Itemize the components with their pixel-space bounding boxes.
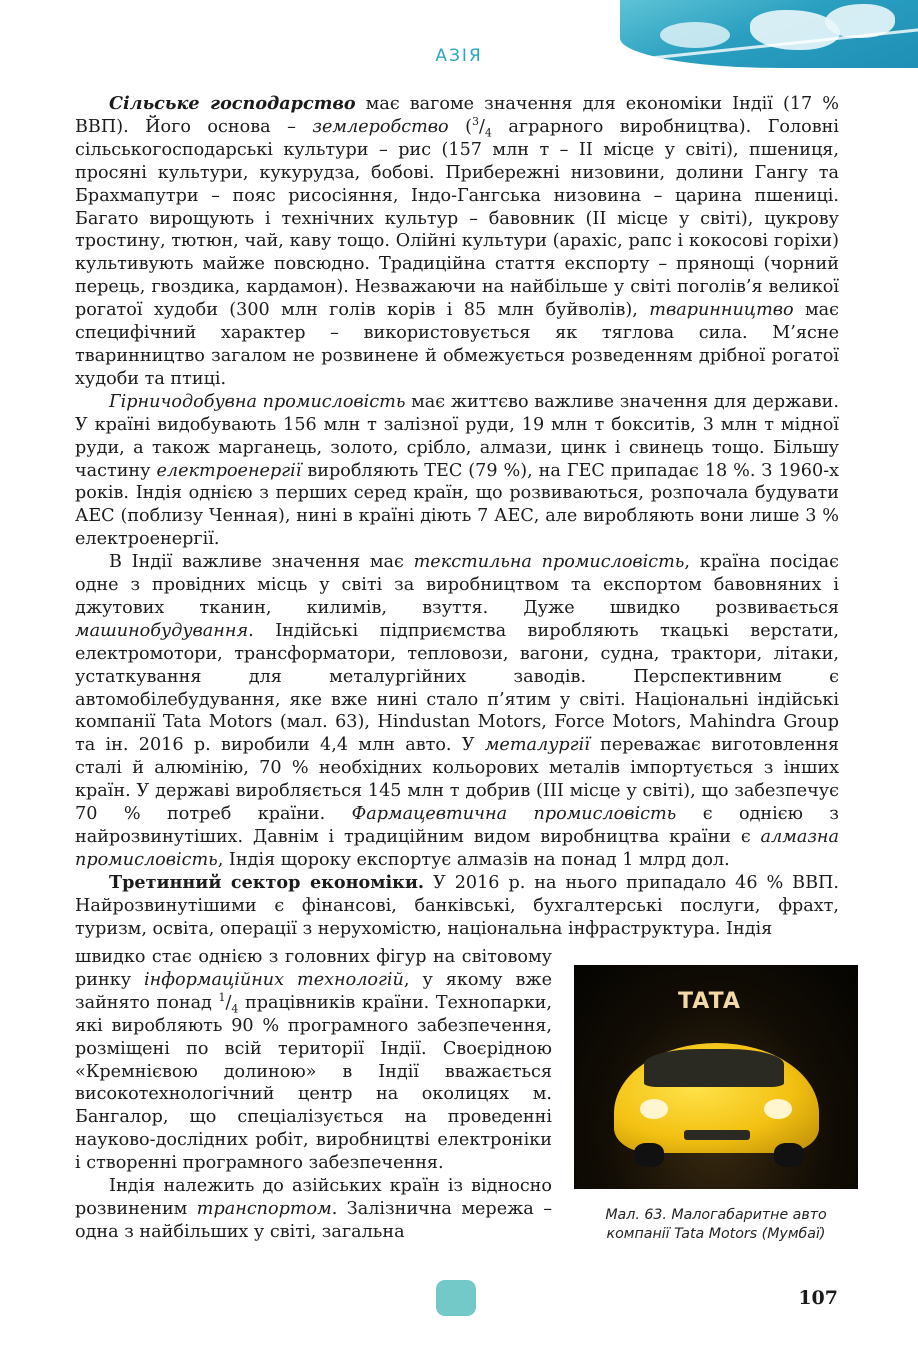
- wheel: [634, 1143, 664, 1167]
- paragraph-transport: [75, 1175, 552, 1244]
- tata-car-photo: [574, 965, 858, 1189]
- term-agriculture: Сільське господарство: [109, 93, 356, 114]
- fraction-denominator: 4: [231, 1002, 239, 1016]
- paragraph-industry: [75, 551, 839, 872]
- paragraph-agriculture: Сільське господарство має вагоме значення для економіки Індії (17 % ВВП). Його основа – землеробство ($^3/_4$ аграрного виробництва). Головні сільськогосподарські культури – рис (157 млн т – II місце у світі), пшениця, просяні культури, кукурудза, бобові. Прибережні низовини, долини Гангу та Брахмапутри – пояс рисосіяння, Індо-Гангська низовина – царина пшениці. Багато вирощують і технічних культур – бавовник (II місце у світі), цукрову тростину, тютюн, чай, каву тощо. Олійні культури (арахіс, рапс і кокосові горіхи) культивують майже повсюдно. Традиційна стаття експорту – прянощі (чорний перець, гвоздика, кардамон). Незважаючи на найбільше у світі поголів’я великої рогатої худоби (300 млн голів корів і 85 млн буйволів), тваринництво має специфічний характер – використовується як тяглова сила. М’ясне тваринництво загалом не розвинене й обмежується розведенням дрібної рогатої худоби та птиці.: [75, 93, 840, 389]
- caption-line: компанії Tata Motors (Мумбаї): [606, 1226, 826, 1242]
- term-metallurgy: металургії: [484, 735, 590, 756]
- term-machinery: машинобудування: [75, 620, 249, 641]
- term-livestock: тваринництво: [649, 300, 794, 321]
- windshield: [644, 1049, 784, 1087]
- headlight: [640, 1099, 668, 1119]
- text-run: має специфічний характер – використовується як тяглова сила. М’ясне тваринництво загалом не розвинене й обмежується розведенням дрібної рогатої худоби та птиці.: [75, 300, 840, 389]
- page-tab-marker: [436, 1280, 476, 1316]
- figure-caption: [572, 1206, 860, 1244]
- text-run: У 2016 р. на нього припадало 46 % ВВП. Найрозвинутішими є фінансові, банківські, бухгалтерські послуги, фрахт, туризм, освіта, операції з нерухомістю, національна інфраструктура. Індія: [75, 872, 839, 939]
- tata-logo: TATA: [678, 989, 741, 1014]
- section-header: АЗІЯ: [435, 46, 483, 66]
- text-run: Індія належить до азійських країн із відносно розвиненим: [75, 1176, 552, 1219]
- text-run: швидко стає однією з головних фігур на світовому ринку: [75, 947, 552, 990]
- caption-line: Мал. 63. Малогабаритне авто: [605, 1207, 827, 1223]
- text-run: працівників країни. Технопарки, які виробляють 90 % програмного забезпечення, розміщені по всій території Індії. Своєрідною «Кремнієвою долиною» в Індії вважається високотехнологічний центр на околицях м. Бангалор, що спеціалізується на проведенні науково-дослідних робіт, виробництві електроніки і створенні програмного забезпечення.: [75, 992, 553, 1174]
- text-run: , у якому вже зайнято понад: [75, 969, 552, 1013]
- wheel: [774, 1143, 804, 1167]
- term-transport: транспортом: [196, 1198, 332, 1219]
- term-farming: землеробство: [312, 116, 449, 137]
- term-tertiary: Третинний сектор економіки.: [109, 871, 425, 893]
- grille: [684, 1130, 750, 1140]
- text-run: аграрного виробництва). Головні сільськогосподарські культури – рис (157 млн т – II місце у світі), пшениця, просяні культури, кукурудза, бобові. Прибережні низовини, долини Гангу та Брахмапутри – пояс рисосіяння, Індо-Гангська низовина – царина пшениці. Багато вирощують і технічних культур – бавовник (II місце у світі), цукрову тростину, тютюн, чай, каву тощо. Олійні культури (арахіс, рапс і кокосові горіхи) культивують майже повсюдно. Традиційна стаття експорту – прянощі (чорний перець, гвоздика, кардамон). Незважаючи на найбільше у світі поголів’я великої рогатої худоби (300 млн голів корів і 85 млн буйволів),: [75, 116, 840, 321]
- term-electricity: електроенергії: [156, 460, 302, 481]
- text-run: має вагоме значення для економіки Індії (17 % ВВП). Його основа –: [75, 94, 840, 137]
- text-run: , країна посідає одне з провідних місць у світі за виробництвом та експортом бавовняних і джутових тканин, килимів, взуття. Дуже швидко розвивається: [75, 552, 840, 618]
- term-it: інформаційних технологій: [144, 969, 404, 990]
- fraction-denominator: 4: [484, 126, 492, 140]
- paragraph-it: швидко стає однією з головних фігур на світовому ринку інформаційних технологій, у якому вже зайнято понад $^1/_4$ працівників країни. Технопарки, які виробляють 90 % програмного забезпечення, розміщені по всій території Індії. Своєрідною «Кремнієвою долиною» в Індії вважається високотехнологічний центр на околицях м. Бангалор, що спеціалізується на проведенні науково-дослідних робіт, виробництві електроніки і створенні програмного забезпечення.: [75, 947, 553, 1174]
- text-run: є однією з найрозвинутіших. Давнім і традиційним видом виробництва країни є: [75, 804, 839, 847]
- term-textile: текстильна промисловість: [413, 552, 685, 573]
- main-text: [75, 93, 839, 941]
- text-run: має життєво важливе значення для держави. У країні видобувають 156 млн т залізної руди, 19 млн т бокситів, 3 млн т мідної руди, а також марганець, золото, срібло, алмази, цинк і свинець тощо. Більшу частину: [75, 391, 839, 481]
- headlight: [764, 1099, 792, 1119]
- text-run: В Індії важливе значення має: [109, 552, 414, 573]
- term-pharma: Фармацевтична промисловість: [351, 804, 677, 825]
- paragraph-mining: [75, 391, 839, 551]
- text-run: переважає виготовлення сталі й алюмінію, 70 % необхідних кольорових металів імпортується з інших країн. У державі виробляється 145 млн т добрив (III місце у світі), що забезпечує 70 % потреб країни.: [75, 735, 839, 825]
- text-run: . Залізнична мережа – одна з найбільших у світі, загальна: [75, 1198, 553, 1242]
- text-run: , Індія щороку експортує алмазів на понад 1 млрд дол.: [217, 849, 730, 870]
- term-mining: Гірничодобувна промисловість: [109, 391, 406, 412]
- term-diamond: алмазна промисловість: [75, 827, 839, 870]
- page-number: 107: [798, 1287, 838, 1309]
- fraction-numerator: 1: [218, 990, 226, 1004]
- paragraph-tertiary: [75, 872, 839, 941]
- left-column-text: [75, 946, 552, 1244]
- text-run: (: [448, 116, 472, 137]
- text-run: виробляють ТЕС (79 %), на ГЕС припадає 18 %. З 1960-х років. Індія однією з перших серед країн, що розвиваються, розпочала будувати АЕС (поблизу Ченная), нині в країні діють 7 АЕС, але виробляють вони лише 3 % електроенергії.: [75, 460, 840, 550]
- fraction-numerator: 3: [471, 115, 479, 129]
- text-run: . Індійські підприємства виробляють ткацькі верстати, електромотори, трансформатори, тепловози, вагони, судна, трактори, літаки, устаткування для металургійних заводів. Перспективним є автомобілебудування, яке вже нині стало п’ятим у світі. Національні індійські компанії Tata Motors (мал. 63), Hindustan Motors, Force Motors, Mahindra Group та ін. 2016 р. виробили 4,4 млн авто. У: [75, 620, 839, 756]
